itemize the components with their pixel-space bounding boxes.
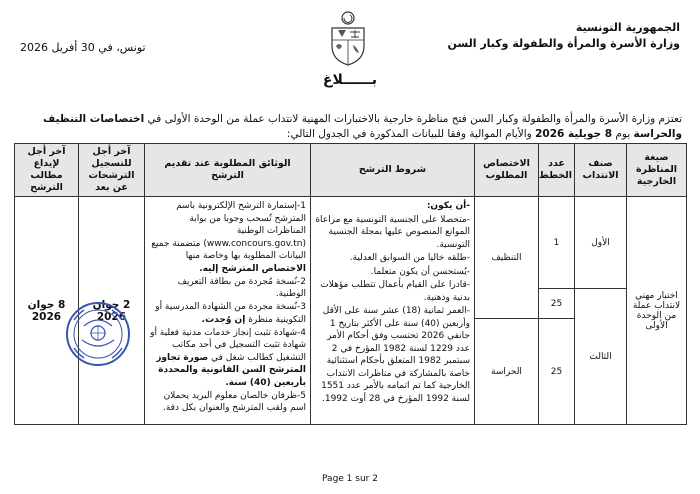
- remote-deadline-date: 2 جوان 2026: [79, 197, 145, 425]
- row1-category: الأول: [575, 197, 627, 289]
- condition-item: -يُستحسن أن يكون متعلما.: [370, 266, 470, 277]
- document-item: 2-نُسخة مُجردة من بطاقة التعريف الوطنية.: [177, 276, 306, 299]
- col-header-specialty: الاختصاص المطلوب: [475, 144, 539, 197]
- competition-table: [14, 143, 687, 425]
- intro-part2: يوم: [612, 128, 634, 140]
- condition-item: -العمر ثمانية (18) عشر سنة على الأقل وأربعين (40) سنة على الأكثر بتاريخ 1 جانفي 2026 تحتسب وفق أحكام الأمر عدد 1229 لسنة 1982 المؤرخ في 2 سبتمبر 1982 المتعلق بأحكام استثنائية خاصة بالمشاركة في مناظرات الانتداب الخارجية كما تم اتمامه بالأمر عدد 1551 لسنة 1992 المؤرخ في 28 أوت 1992.: [321, 306, 470, 404]
- document-item: 3-نُسخة مجردة من الشهادة المدرسية أو التكوينية منظرة إن وُجدت.: [155, 302, 306, 325]
- document-item: 5-ظرفان خالصان معلوم البريد يحملان اسم ولقب المترشح والعنوان بكل دقة.: [163, 390, 306, 413]
- competition-type: اختبار مهني لانتداب عملة من الوحدة الأولى: [627, 197, 687, 425]
- document-item: 4-شهادة تثبت إنجاز خدمات مدنية فعلية أو شهادة تثبت التسجيل في أحد مكاتب التشغيل كطالب شغل في صورة تجاوز المترشح السن القانونية والمحددة بأربعين (40) سنة.: [150, 327, 306, 388]
- condition-item: -أن يكون:: [426, 201, 470, 211]
- col-header-type: صيغة المناظرة الخارجية: [627, 144, 687, 197]
- country-name: الجمهورية التونسية: [575, 21, 680, 34]
- table-header-row: [15, 144, 687, 197]
- intro-specialties: اختصاصات التنظيف والحراسة: [43, 113, 682, 140]
- documents-cell: [145, 197, 311, 425]
- row2-category: الثالث: [575, 289, 627, 425]
- row3-count: 25: [539, 319, 575, 425]
- row3-specialty: الحراسة: [475, 319, 539, 425]
- intro-exam-date: 8 جويلية 2026: [535, 128, 612, 140]
- ministry-name: وزارة الأسرة والمرأة والطفولة وكبار السن: [447, 37, 680, 50]
- col-header-file-deadline: آخر أجل لإيداع مطالب الترشح: [15, 144, 79, 197]
- document-title: بــــــلاغ: [322, 72, 378, 88]
- page-footer: Page 1 sur 2: [322, 474, 378, 484]
- col-header-documents: الوثائق المطلوبة عند تقديم الترشح: [145, 144, 311, 197]
- col-header-conditions: شروط الترشح: [311, 144, 475, 197]
- col-header-remote-deadline: آخر أجل للتسجيل الترشحات عن بعد: [79, 144, 145, 197]
- col-header-count: عدد الخطط: [539, 144, 575, 197]
- intro-paragraph: [18, 112, 682, 142]
- condition-item: -قادرا على القيام بأعمال تتطلب مؤهلات بدنية وذهنية.: [320, 280, 470, 303]
- document-item: 1-إستمارة الترشح الإلكترونية باسم المترشح تُسحب وجوبا من بوابة المناظرات الوطنية (www.concours.gov.tn) متضمنة جميع البيانات المطلوبة بها وخاصة منها الاختصاص المترشح إليه.: [151, 201, 306, 274]
- row1-count: 1: [539, 197, 575, 289]
- condition-item: -متحصلا على الجنسية التونسية مع مراعاة الموانع المنصوص عليها بمجلة الجنسية التونسية.: [315, 214, 470, 250]
- col-header-category: صنف الانتداب: [575, 144, 627, 197]
- place-date: تونس، في 30 أفريل 2026: [20, 41, 146, 54]
- file-deadline-date: 8 جوان 2026: [15, 197, 79, 425]
- condition-item: -طلقه خاليا من السوابق العدلية.: [349, 253, 470, 263]
- conditions-cell: [311, 197, 475, 425]
- issuer-header: [448, 20, 681, 52]
- row2-count: 25: [539, 289, 575, 319]
- intro-part1: تعتزم وزارة الأسرة والمرأة والطفولة وكبار السن فتح مناظرة خارجية بالاختبارات المهنية لانتداب عملة من الوحدة الأولى في: [144, 113, 682, 125]
- official-stamp-icon: [64, 300, 132, 368]
- table-row: [15, 197, 687, 289]
- row1-specialty: التنظيف: [475, 197, 539, 319]
- intro-part3: والأيام الموالية وفقا للبيانات المذكورة في الجدول التالي:: [286, 128, 536, 140]
- tunisia-emblem-icon: [326, 10, 370, 68]
